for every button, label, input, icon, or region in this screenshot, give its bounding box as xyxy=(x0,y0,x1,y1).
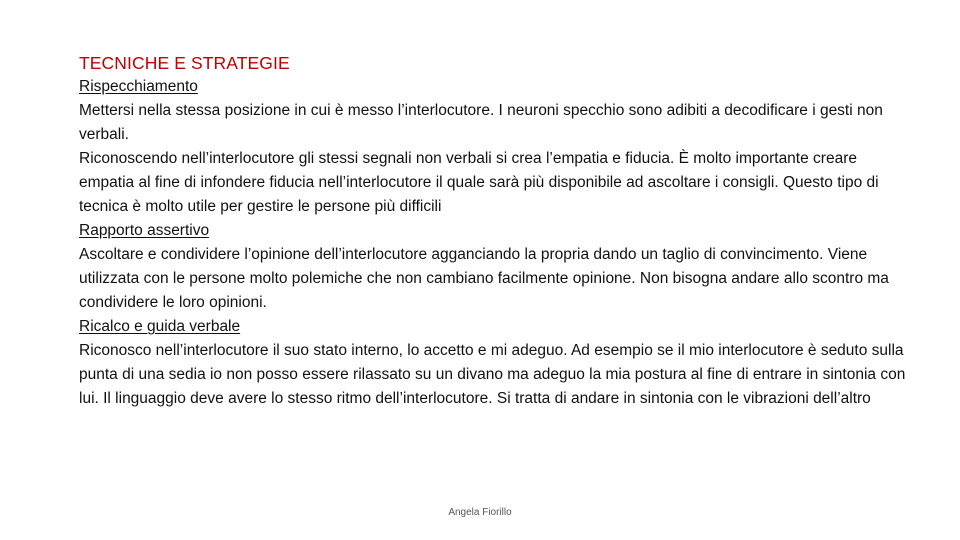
section-heading: Ricalco e guida verbale xyxy=(79,318,241,335)
slide-content xyxy=(79,51,909,411)
section-heading: Rispecchiamento xyxy=(79,78,198,95)
slide-title: TECNICHE E STRATEGIE xyxy=(79,53,290,73)
section-rapporto-assertivo xyxy=(79,219,909,315)
footer-author: Angela Fiorillo xyxy=(448,507,512,518)
section-paragraph: Mettersi nella stessa posizione in cui è messo l’interlocutore. I neuroni specchio sono adibiti a decodificare i gesti non verbali. xyxy=(79,102,883,143)
section-rispecchiamento xyxy=(79,75,909,219)
section-paragraph: Riconosco nell’interlocutore il suo stato interno, lo accetto e mi adeguo. Ad esempio se il mio interlocutore è seduto sulla punta di una sedia io non posso essere rilassato su un divano ma adeguo la mia postura al fine di entrare in sintonia con lui. Il linguaggio deve avere lo stesso ritmo dell’interlocutore. Si tratta di andare in sintonia con le vibrazioni dell’altro xyxy=(79,342,906,407)
section-paragraph: Ascoltare e condividere l’opinione dell’interlocutore agganciando la propria dando un taglio di convincimento. Viene utilizzata con le persone molto polemiche che non cambiano facilmente opinione. Non bisogna andare allo scontro ma condividere le loro opinioni. xyxy=(79,246,889,311)
section-heading: Rapporto assertivo xyxy=(79,222,210,239)
section-ricalco-guida-verbale xyxy=(79,315,909,411)
section-paragraph: Riconoscendo nell’interlocutore gli stessi segnali non verbali si crea l’empatia e fiducia. È molto importante creare empatia al fine di infondere fiducia nell’interlocutore il quale sarà più disponibile ad ascoltare i consigli. Questo tipo di tecnica è molto utile per gestire le persone più difficili xyxy=(79,150,879,215)
